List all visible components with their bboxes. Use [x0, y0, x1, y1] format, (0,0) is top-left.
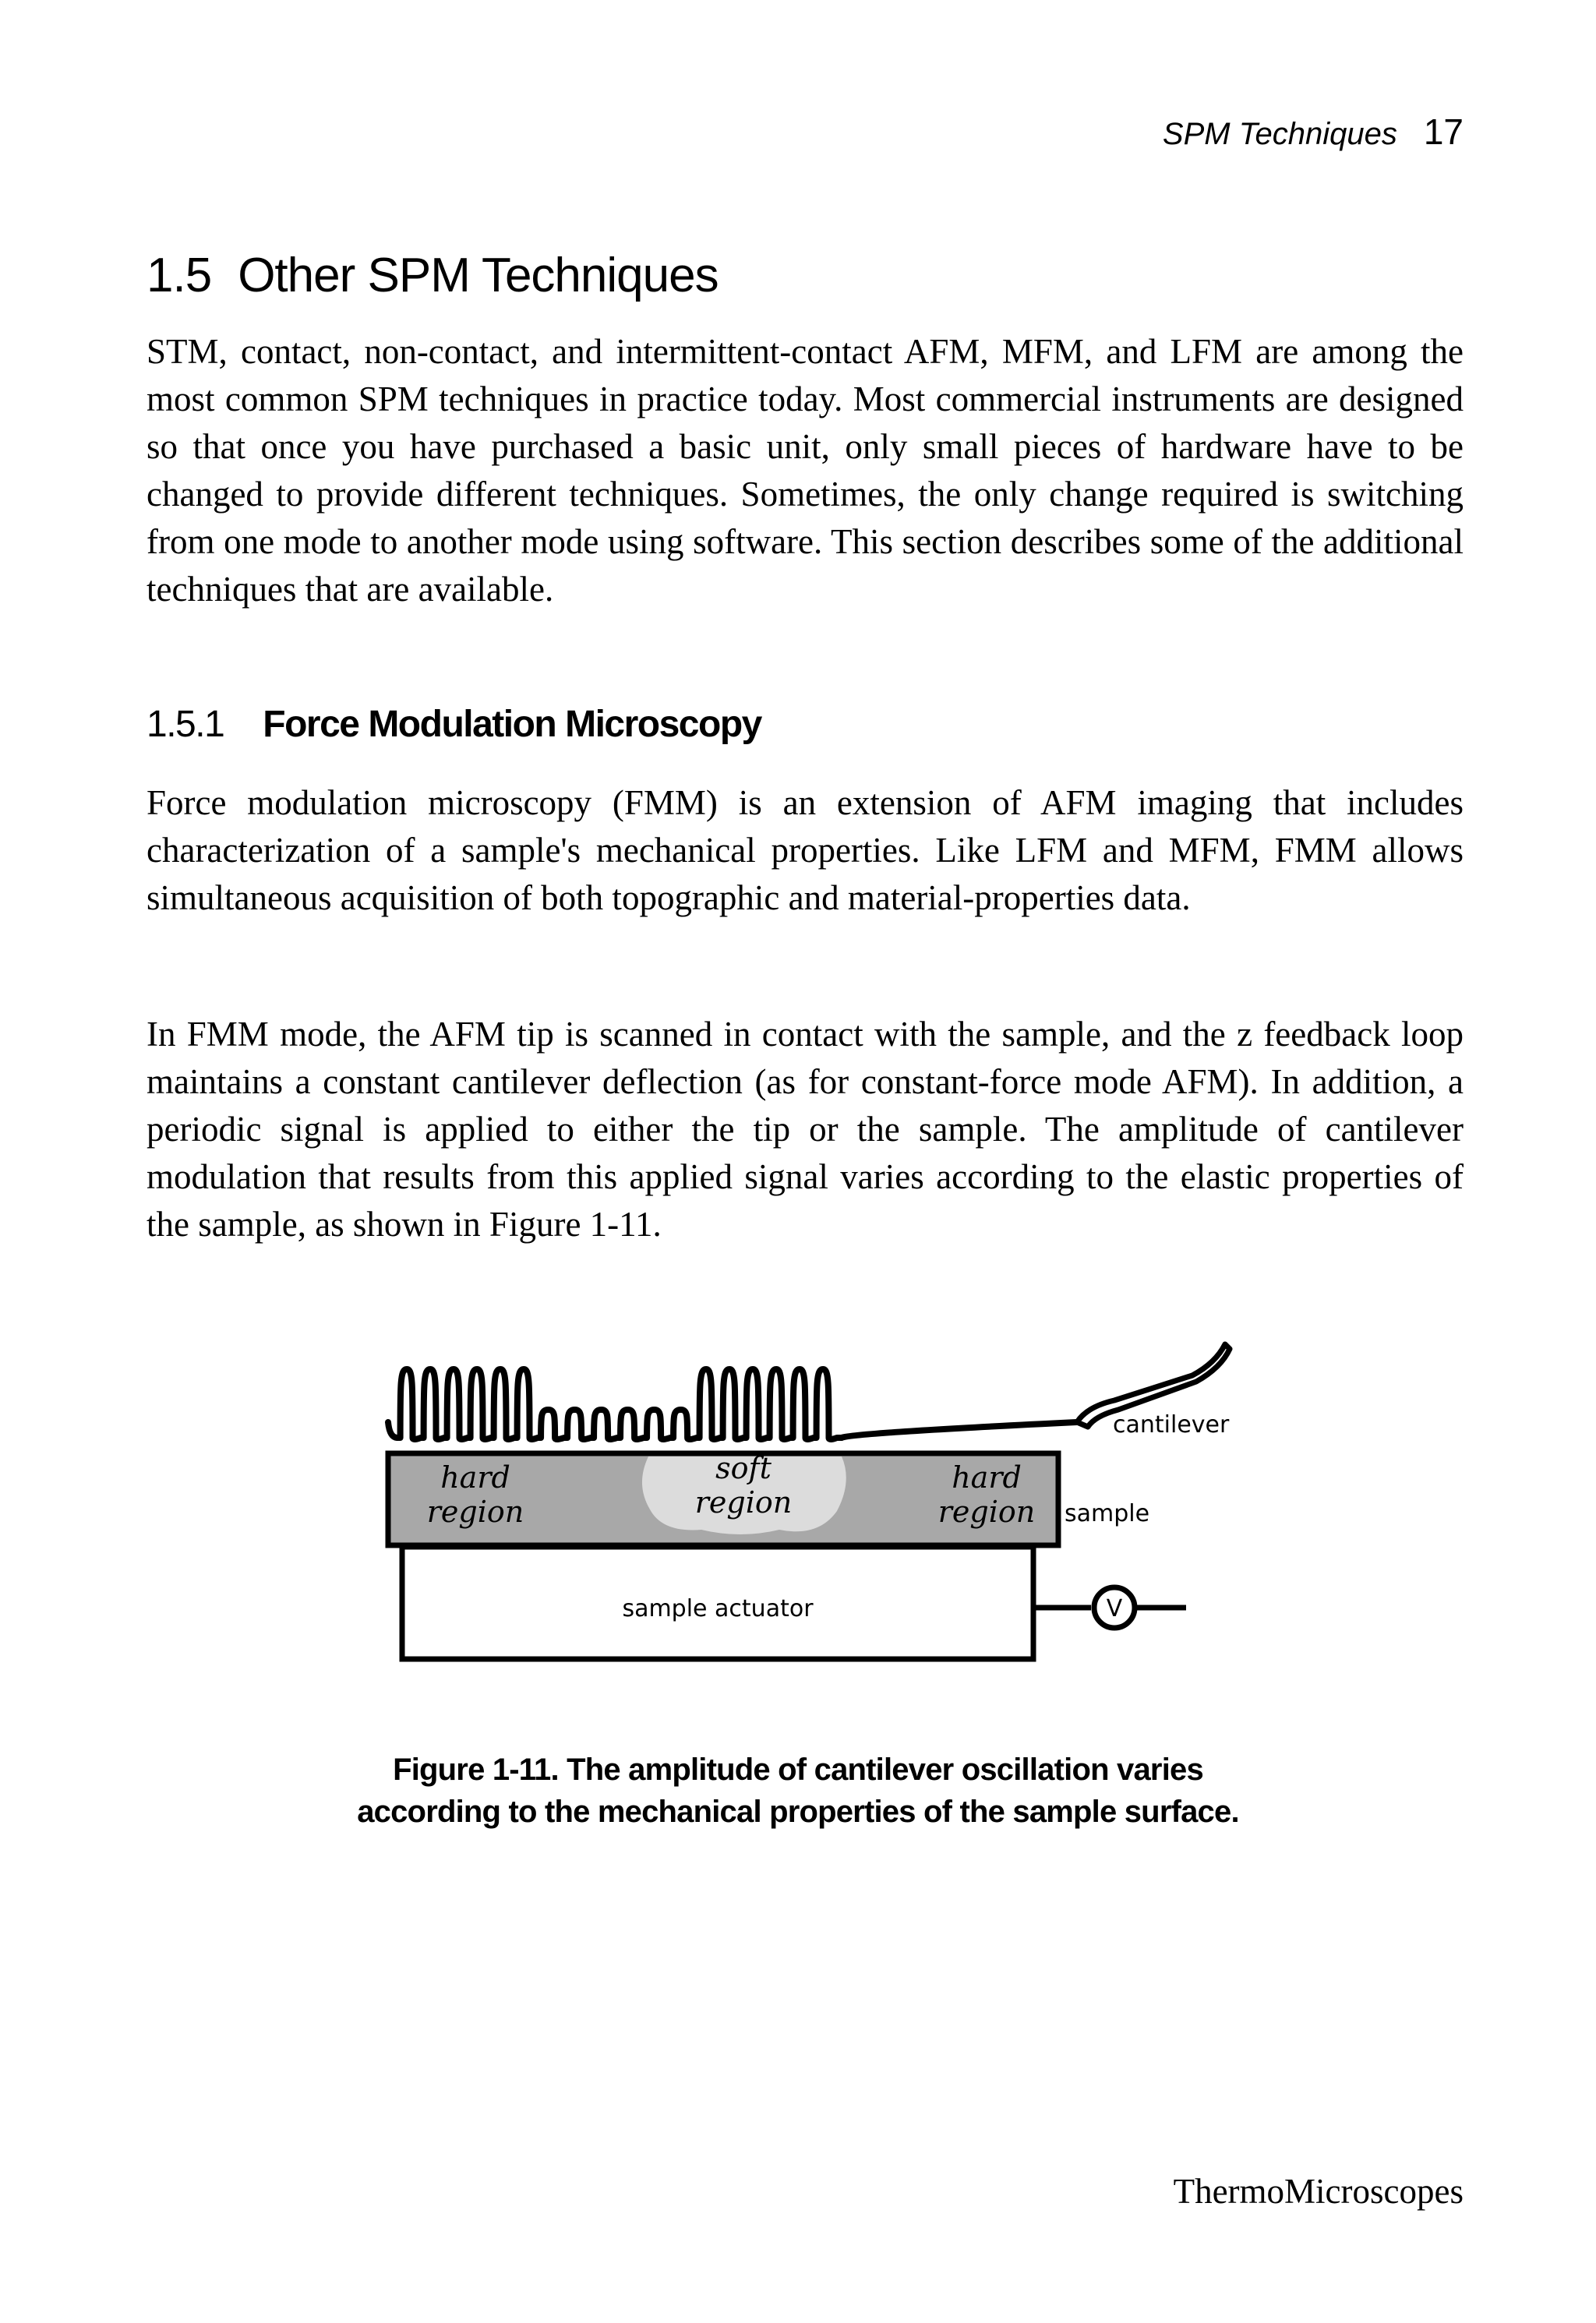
page-number: 17: [1423, 111, 1464, 152]
subsection-title: Force Modulation Microscopy: [263, 704, 761, 745]
figure-caption: [0, 1749, 1596, 1833]
sample-actuator-label: sample actuator: [622, 1595, 814, 1622]
hard-region-left-label-1: hard: [440, 1460, 510, 1495]
section-intro-paragraph: STM, contact, non-contact, and intermittent-contact AFM, MFM, and LFM are among the most common SPM techniques in practice today. Most commercial instruments are designed so that once you have purchased a basic unit, only small pieces of hardware have to be changed to provide different techniques. Sometimes, the only change required is switching from one mode to another mode using software. This section describes some of the additional techniques that are available.: [147, 332, 1464, 609]
section-heading: [147, 248, 719, 303]
soft-region-label-1: soft: [715, 1451, 772, 1485]
soft-region-label-2: region: [694, 1485, 793, 1520]
hard-region-left-label-2: region: [426, 1495, 524, 1529]
hard-region-right-label-1: hard: [952, 1460, 1022, 1495]
sample-label: sample: [1065, 1500, 1150, 1527]
cantilever-label: cantilever: [1113, 1411, 1230, 1439]
oscillation-trace: [388, 1369, 1077, 1439]
footer-publisher: ThermoMicroscopes: [1173, 2172, 1464, 2211]
subsection-heading: [147, 703, 761, 746]
hard-region-right-label-2: region: [937, 1495, 1036, 1529]
figure-caption-line-2: according to the mechanical properties of the sample surface.: [357, 1795, 1239, 1829]
fmm-paragraph-1: Force modulation microscopy (FMM) is an extension of AFM imaging that includes characterization of a sample's mechanical properties. Like LFM and MFM, FMM allows simultaneous acquisition of both topographic and material-properties data.: [147, 783, 1464, 917]
section-title: Other SPM Techniques: [238, 249, 719, 302]
subsection-number: 1.5.1: [147, 704, 224, 745]
running-head-title: SPM Techniques: [1162, 117, 1397, 151]
running-head: [1163, 111, 1464, 153]
fmm-paragraph-2: In FMM mode, the AFM tip is scanned in contact with the sample, and the z feedback loop maintains a constant cantilever deflection (as for constant-force mode AFM). In addition, a periodic signal is applied to either the tip or the sample. The amplitude of cantilever modulation that results from this applied signal varies according to the elastic properties of the sample, as shown in Figure 1-11.: [147, 1015, 1464, 1244]
figure-caption-line-1: Figure 1-11. The amplitude of cantilever oscillation varies: [393, 1753, 1203, 1787]
section-number: 1.5: [147, 249, 212, 302]
fmm-diagram: [366, 1329, 1255, 1672]
voltage-source-label: V: [1106, 1595, 1123, 1622]
